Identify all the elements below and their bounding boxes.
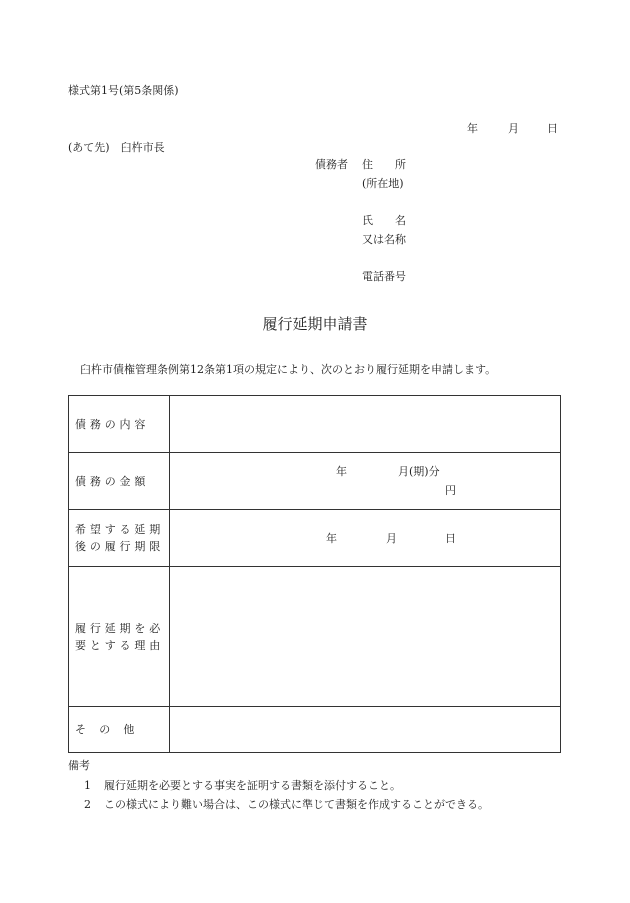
name-label: 氏 名 <box>362 214 406 227</box>
reason-label <box>69 567 170 707</box>
deferred-deadline-label-line1: 希望する延期 <box>75 523 165 536</box>
table-row-debt-amount <box>69 453 561 510</box>
table-row-reason <box>69 567 561 707</box>
note-number: 1 <box>84 779 91 792</box>
form-number: 様式第1号(第5条関係) <box>68 84 179 97</box>
date-year: 年 <box>467 122 478 135</box>
amount-year: 年 <box>336 465 347 478</box>
deferred-deadline-label-line2: 後の履行期限 <box>75 540 165 553</box>
date-line <box>467 120 558 136</box>
company-name-label: 又は名称 <box>362 233 406 246</box>
address-label: 住 所 <box>362 158 406 171</box>
reason-field[interactable] <box>170 567 561 707</box>
intro-text: 臼杵市債権管理条例第12条第1項の規定により、次のとおり履行延期を申請します。 <box>80 363 497 376</box>
debt-content-label: 債務の内容 <box>69 396 170 453</box>
date-month: 月 <box>508 122 519 135</box>
deadline-month: 月 <box>386 532 397 545</box>
note-number: 2 <box>84 798 91 811</box>
debt-amount-field[interactable] <box>170 453 561 510</box>
deadline-day: 日 <box>445 532 456 545</box>
date-day: 日 <box>547 122 558 135</box>
location-label: (所在地) <box>362 177 404 190</box>
deferred-deadline-field[interactable] <box>170 510 561 567</box>
note-item <box>84 796 489 812</box>
note-text: 履行延期を必要とする事実を証明する書類を添付すること。 <box>104 779 401 792</box>
table-row-other <box>69 707 561 753</box>
addressee: (あて先) 臼杵市長 <box>68 141 165 154</box>
debt-content-field[interactable] <box>170 396 561 453</box>
debt-amount-label: 債務の金額 <box>69 453 170 510</box>
application-table <box>68 395 561 753</box>
document-title: 履行延期申請書 <box>262 315 368 333</box>
notes-title: 備考 <box>68 759 90 772</box>
reason-label-line1: 履行延期を必 <box>75 621 165 635</box>
table-row-debt-content <box>69 396 561 453</box>
deferred-deadline-label <box>69 510 170 567</box>
table-row-deferred-deadline <box>69 510 561 567</box>
phone-label: 電話番号 <box>362 270 406 283</box>
amount-month-period: 月(期)分 <box>398 465 440 478</box>
note-text: この様式により難い場合は、この様式に準じて書類を作成することができる。 <box>104 798 489 811</box>
note-item <box>84 777 401 793</box>
deadline-year: 年 <box>326 532 337 545</box>
debtor-label: 債務者 <box>315 158 348 171</box>
amount-yen: 円 <box>445 484 456 497</box>
other-field[interactable] <box>170 707 561 753</box>
other-label: そ の 他 <box>69 707 170 753</box>
reason-label-line2: 要とする理由 <box>75 638 165 652</box>
